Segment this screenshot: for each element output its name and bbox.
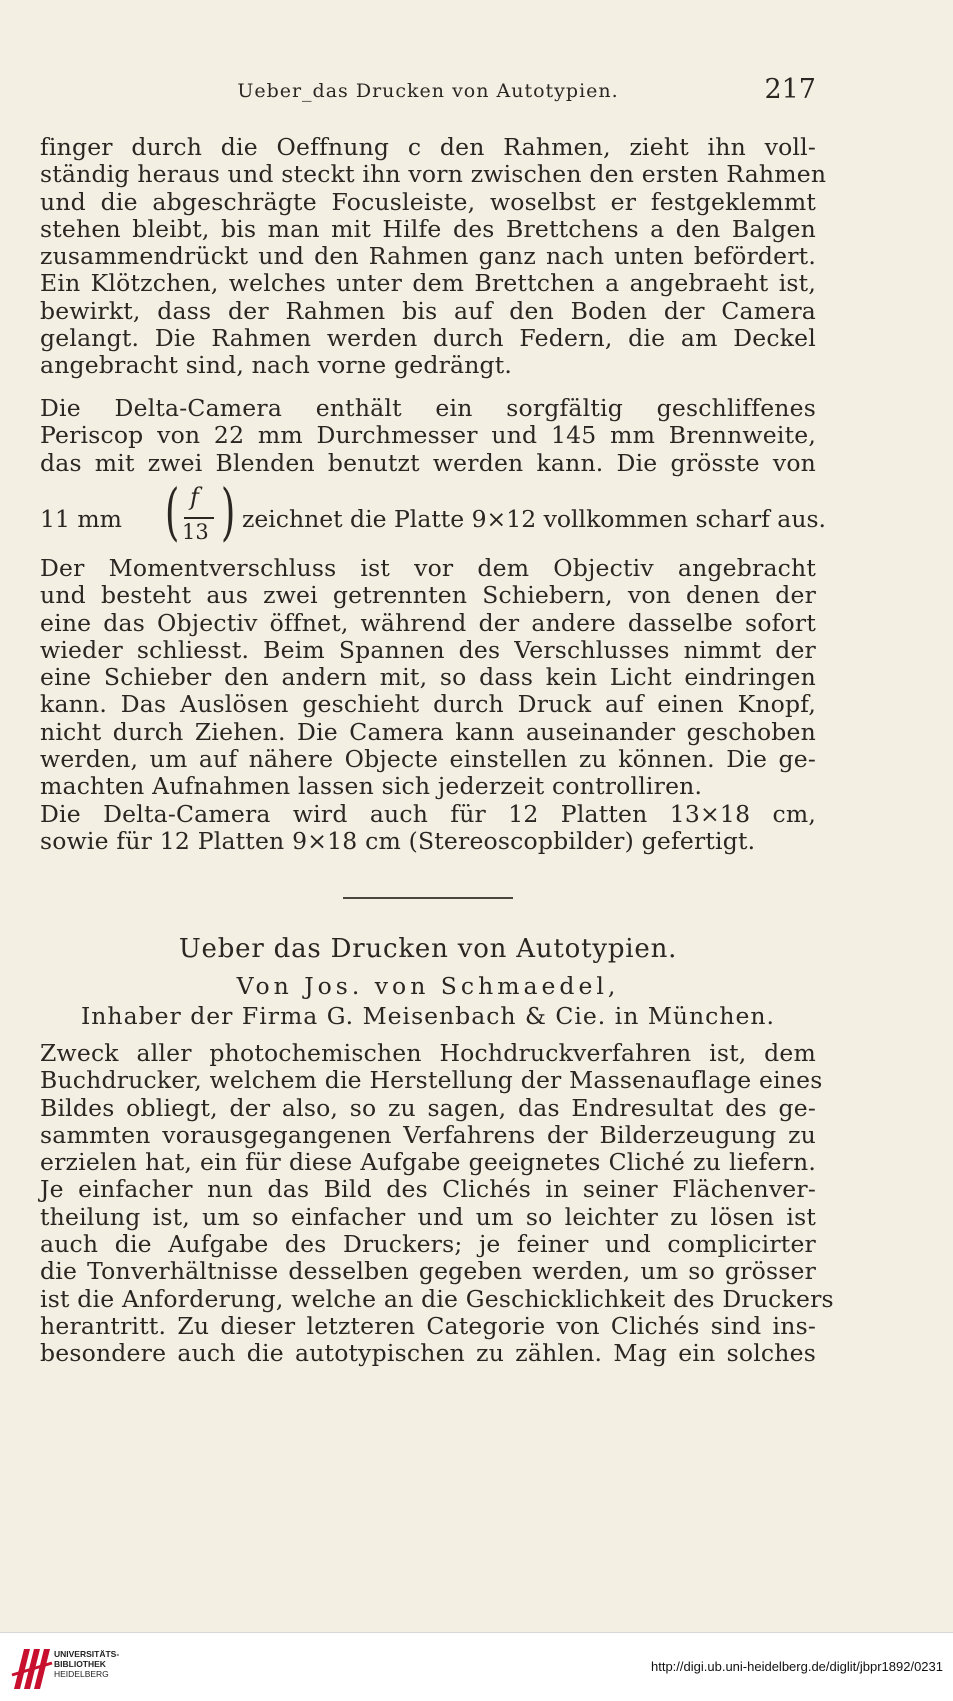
- article-title: Ueber das Drucken von Autotypien.: [178, 934, 678, 964]
- right-parenthesis: ): [220, 475, 236, 548]
- text-line: auch die Aufgabe des Druckers; je feiner und complicirter: [40, 1230, 816, 1259]
- viewer-footer: [0, 1632, 953, 1701]
- library-line: HEIDELBERG: [54, 1669, 109, 1679]
- text-line: finger durch die Oeffnung c den Rahmen, zieht ihn voll-: [40, 133, 816, 161]
- library-line: UNIVERSITÄTS-: [54, 1649, 120, 1659]
- text-line: besondere auch die autotypischen zu zählen. Mag ein solches: [40, 1339, 816, 1368]
- running-title: Ueber_das Drucken von Autotypien.: [237, 80, 619, 102]
- text-line: sowie für 12 Platten 9×18 cm (Stereoscopbilder) gefertigt.: [40, 826, 756, 855]
- running-head: [40, 72, 816, 112]
- text-line: und besteht aus zwei getrennten Schiebern, von denen der: [40, 581, 816, 610]
- text-line: theilung ist, um so einfacher und um so leichter zu lösen ist: [40, 1202, 816, 1231]
- article-byline: Von Jos. von Schmaedel,: [236, 972, 620, 1000]
- text-line: die Tonverhältnisse desselben gegeben werden, um so grösser: [40, 1257, 816, 1286]
- aperture-fraction: [158, 475, 242, 553]
- formula-suffix: zeichnet die Platte 9×12 vollkommen scharf aus.: [242, 505, 826, 533]
- paragraph-3: [40, 555, 816, 855]
- text-line: Je einfacher nun das Bild des Clichés in seiner Flächenver-: [40, 1175, 816, 1204]
- text-line: sammten vorausgegangenen Verfahrens der Bilderzeugung zu: [40, 1120, 816, 1149]
- text-line: kann. Das Auslösen geschieht durch Druck auf einen Knopf,: [40, 690, 816, 719]
- ub-heidelberg-logo-icon[interactable]: [10, 1645, 54, 1693]
- paragraph-1: [40, 133, 827, 380]
- text-line: Der Momentverschluss ist vor dem Objectiv angebracht: [40, 554, 816, 582]
- text-line: eine Schieber den andern mit, so dass kein Licht eindringen: [40, 663, 816, 692]
- library-name: [54, 1649, 119, 1679]
- text-line: angebracht sind, nach vorne gedrängt.: [40, 351, 513, 380]
- text-line: Zweck aller photochemischen Hochdruckverfahren ist, dem: [40, 1039, 816, 1067]
- text-line: Periscop von 22 mm Durchmesser und 145 mm Brennweite,: [40, 421, 816, 450]
- section-divider: [343, 897, 513, 899]
- text-line: stehen bleibt, bis man mit Hilfe des Brettchens a den Balgen: [40, 214, 816, 243]
- fraction-denominator: 13: [182, 520, 209, 544]
- text-line: Ein Klötzchen, welches unter dem Brettchen a angebraeht ist,: [40, 269, 816, 298]
- text-line: und die abgeschrägte Focusleiste, woselbst er festgeklemmt: [40, 187, 816, 216]
- formula-line: [40, 475, 826, 553]
- paragraph-2: [40, 395, 816, 477]
- text-line: Bildes obliegt, der also, so zu sagen, das Endresultat des ge-: [40, 1093, 816, 1122]
- text-line: werden, um auf nähere Objecte einstellen zu können. Die ge-: [40, 745, 816, 774]
- permalink-url[interactable]: http://digi.ub.uni-heidelberg.de/diglit/jbpr1892/0231: [651, 1659, 943, 1674]
- text-line: gelangt. Die Rahmen werden durch Federn, die am Deckel: [40, 324, 816, 353]
- text-line: nicht durch Ziehen. Die Camera kann auseinander geschoben: [40, 717, 816, 746]
- text-line: machten Aufnahmen lassen sich jederzeit controlliren.: [40, 772, 703, 801]
- library-line: BIBLIOTHEK: [54, 1659, 106, 1669]
- text-line: Buchdrucker, welchem die Herstellung der Massenauflage eines: [40, 1066, 823, 1095]
- fraction-bar: [184, 517, 214, 519]
- text-line: zusammendrückt und den Rahmen ganz nach unten befördert.: [40, 242, 816, 271]
- article-affiliation: Inhaber der Firma G. Meisenbach & Cie. in München.: [81, 1002, 775, 1030]
- text-line: ständig heraus und steckt ihn vorn zwischen den ersten Rahmen: [40, 160, 827, 189]
- paragraph-4: [40, 1039, 834, 1368]
- formula-prefix: 11 mm: [40, 505, 122, 533]
- text-line: erzielen hat, ein für diese Aufgabe geeignetes Cliché zu liefern.: [40, 1148, 816, 1177]
- left-parenthesis: (: [164, 475, 180, 548]
- text-line: wieder schliesst. Beim Spannen des Verschlusses nimmt der: [40, 635, 816, 664]
- page-number: 217: [764, 74, 816, 105]
- text-line: das mit zwei Blenden benutzt werden kann. Die grösste von: [40, 448, 816, 477]
- text-line: Die Delta-Camera enthält ein sorgfältig geschliffenes: [40, 394, 816, 422]
- text-line: eine das Objectiv öffnet, während der andere dasselbe sofort: [40, 608, 816, 637]
- text-line: Die Delta-Camera wird auch für 12 Platten 13×18 cm,: [40, 799, 816, 828]
- text-line: ist die Anforderung, welche an die Geschicklichkeit des Druckers: [40, 1284, 834, 1313]
- fraction-numerator: f: [190, 483, 199, 511]
- text-line: bewirkt, dass der Rahmen bis auf den Boden der Camera: [40, 296, 816, 325]
- text-line: herantritt. Zu dieser letzteren Categorie von Clichés sind ins-: [40, 1311, 816, 1340]
